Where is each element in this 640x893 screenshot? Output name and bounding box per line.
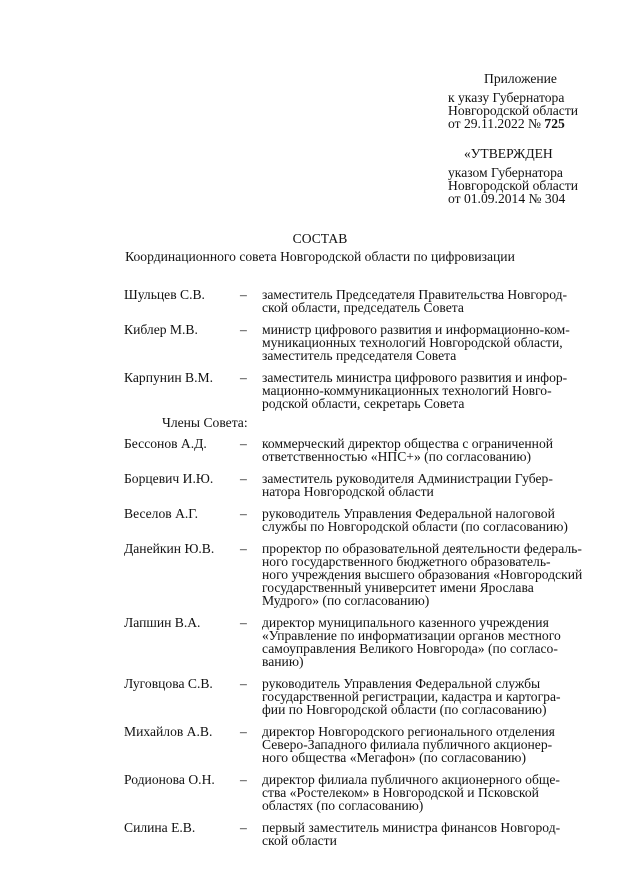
member-position bbox=[262, 437, 594, 463]
position-line: самоуправления Великого Новгорода» (по согласо- bbox=[262, 641, 558, 656]
position-line: руководитель Управления Федеральной налоговой bbox=[262, 506, 555, 521]
member-name: Борцевич И.Ю. bbox=[124, 471, 214, 486]
roster-entry bbox=[124, 821, 594, 847]
member-name: Силина Е.В. bbox=[124, 820, 196, 835]
member-position bbox=[262, 773, 594, 812]
member-name: Михайлов А.В. bbox=[124, 724, 213, 739]
position-line: муникационных технологий Новгородской области, bbox=[262, 335, 563, 350]
dash-separator: – bbox=[240, 370, 247, 385]
appendix-title: Приложение bbox=[484, 71, 557, 86]
leaders-list bbox=[124, 288, 594, 410]
roster-entry bbox=[124, 677, 594, 716]
appendix-date: от 29.11.2022 № bbox=[448, 116, 545, 131]
member-position bbox=[262, 371, 594, 410]
dash-separator: – bbox=[240, 615, 247, 630]
position-line: областях (по согласованию) bbox=[262, 798, 424, 813]
member-position bbox=[262, 616, 594, 668]
roster-entry bbox=[124, 542, 594, 607]
roster-entry bbox=[124, 323, 594, 362]
position-line: службы по Новгородской области (по согласованию) bbox=[262, 519, 568, 534]
roster-entry bbox=[124, 288, 594, 314]
approved-line: от 01.09.2014 № 304 bbox=[448, 191, 566, 206]
document-subtitle: Координационного совета Новгородской области по цифровизации bbox=[125, 249, 515, 264]
dash-separator: – bbox=[240, 287, 247, 302]
roster-entry bbox=[124, 472, 594, 498]
member-position bbox=[262, 542, 594, 607]
position-line: родской области, секретарь Совета bbox=[262, 396, 465, 411]
approved-line: Новгородской области bbox=[448, 178, 579, 193]
dash-separator: – bbox=[240, 772, 247, 787]
dash-separator: – bbox=[240, 436, 247, 451]
position-line: заместитель министра цифрового развития и инфор- bbox=[262, 370, 568, 385]
appendix-block bbox=[448, 72, 628, 130]
position-line: ответственностью «НПС+» (по согласованию) bbox=[262, 449, 532, 464]
member-name: Карпунин В.М. bbox=[124, 370, 213, 385]
dash-separator: – bbox=[240, 471, 247, 486]
roster-entry bbox=[124, 725, 594, 764]
position-line: ской области bbox=[262, 833, 337, 848]
appendix-number: 725 bbox=[544, 116, 565, 131]
member-position bbox=[262, 507, 594, 533]
position-line: директор Новгородского регионального отделения bbox=[262, 724, 555, 739]
member-name: Бессонов А.Д. bbox=[124, 436, 207, 451]
position-line: ного общества «Мегафон» (по согласованию) bbox=[262, 750, 526, 765]
roster-entry bbox=[124, 507, 594, 533]
member-name: Родионова О.Н. bbox=[124, 772, 215, 787]
position-line: натора Новгородской области bbox=[262, 484, 434, 499]
approved-line: указом Губернатора bbox=[448, 165, 563, 180]
roster-entry bbox=[124, 773, 594, 812]
position-line: Северо-Западного филиала публичного акционер- bbox=[262, 737, 553, 752]
position-line: ного государственного бюджетного образователь- bbox=[262, 554, 551, 569]
dash-separator: – bbox=[240, 676, 247, 691]
member-position bbox=[262, 821, 594, 847]
position-line: Мудрого» (по согласованию) bbox=[262, 593, 430, 608]
member-name: Шульцев С.В. bbox=[124, 287, 205, 302]
dash-separator: – bbox=[240, 541, 247, 556]
roster-entry bbox=[124, 437, 594, 463]
member-position bbox=[262, 677, 594, 716]
position-line: заместитель Председателя Правительства Новгород- bbox=[262, 287, 568, 302]
position-line: руководитель Управления Федеральной службы bbox=[262, 676, 541, 691]
dash-separator: – bbox=[240, 724, 247, 739]
position-line: первый заместитель министра финансов Новгород- bbox=[262, 820, 561, 835]
position-line: государственной регистрации, кадастра и картогра- bbox=[262, 689, 561, 704]
roster-entry bbox=[124, 371, 594, 410]
member-name: Лапшин В.А. bbox=[124, 615, 201, 630]
member-name: Данейкин Ю.В. bbox=[124, 541, 215, 556]
council-roster bbox=[124, 288, 594, 856]
members-label: Члены Совета: bbox=[162, 415, 248, 430]
position-line: проректор по образовательной деятельности федераль- bbox=[262, 541, 582, 556]
member-position bbox=[262, 725, 594, 764]
position-line: коммерческий директор общества с ограниченной bbox=[262, 436, 554, 451]
position-line: государственный университет имени Ярослава bbox=[262, 580, 534, 595]
position-line: директор филиала публичного акционерного обще- bbox=[262, 772, 560, 787]
member-name: Киблер М.В. bbox=[124, 322, 198, 337]
document-title: СОСТАВ bbox=[292, 231, 348, 246]
position-line: заместитель руководителя Администрации Губер- bbox=[262, 471, 553, 486]
position-line: заместитель председателя Совета bbox=[262, 348, 457, 363]
position-line: директор муниципального казенного учреждения bbox=[262, 615, 549, 630]
dash-separator: – bbox=[240, 322, 247, 337]
roster-entry bbox=[124, 616, 594, 668]
position-line: мационно-коммуникационных технологий Новго- bbox=[262, 383, 552, 398]
dash-separator: – bbox=[240, 506, 247, 521]
member-position bbox=[262, 472, 594, 498]
approved-block bbox=[448, 147, 628, 205]
appendix-line: Новгородской области bbox=[448, 103, 579, 118]
member-name: Веселов А.Г. bbox=[124, 506, 199, 521]
approved-title: «УТВЕРЖДЕН bbox=[464, 146, 553, 161]
position-line: ской области, председатель Совета bbox=[262, 300, 464, 315]
position-line: «Управление по информатизации органов местного bbox=[262, 628, 561, 643]
position-line: ства «Ростелеком» в Новгородской и Псковской bbox=[262, 785, 539, 800]
dash-separator: – bbox=[240, 820, 247, 835]
member-name: Луговцова С.В. bbox=[124, 676, 213, 691]
appendix-line: к указу Губернатора bbox=[448, 90, 565, 105]
position-line: фии по Новгородской области (по согласованию) bbox=[262, 702, 547, 717]
members-list bbox=[124, 437, 594, 847]
member-position bbox=[262, 288, 594, 314]
member-position bbox=[262, 323, 594, 362]
position-line: ванию) bbox=[262, 654, 304, 669]
position-line: ного учреждения высшего образования «Новгородский bbox=[262, 567, 583, 582]
position-line: министр цифрового развития и информационно-ком- bbox=[262, 322, 570, 337]
appendix-date-line bbox=[448, 117, 628, 130]
